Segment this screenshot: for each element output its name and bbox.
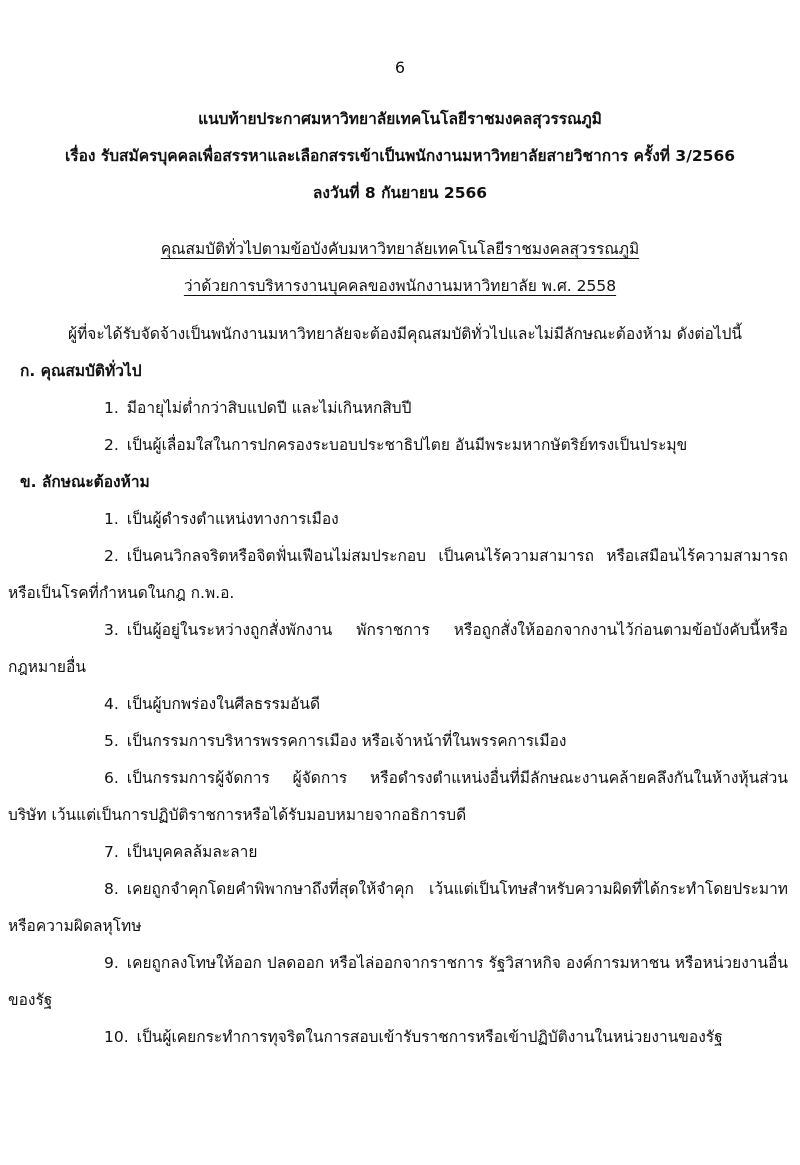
section-b-item-7	[8, 834, 788, 871]
item-text: เป็นกรรมการบริหารพรรคการเมือง หรือเจ้าหน้าที่ในพรรคการเมือง	[126, 732, 567, 750]
section-b-item-9	[8, 945, 788, 1019]
page-number: 6	[394, 58, 406, 77]
document-body	[8, 316, 788, 1056]
section-b-item-3	[8, 612, 788, 686]
section-b-item-6	[8, 760, 788, 834]
subheading-line-2: ว่าด้วยการบริหารงานบุคคลของพนักงานมหาวิทยาลัย พ.ศ. 2558	[183, 277, 617, 295]
item-number: 2.	[104, 436, 119, 454]
item-number: 10.	[104, 1028, 129, 1046]
announcement-header	[0, 101, 800, 212]
item-number: 2.	[104, 547, 119, 565]
item-number: 3.	[104, 621, 119, 639]
section-b-item-10	[8, 1019, 788, 1056]
item-text: มีอายุไม่ต่ำกว่าสิบแปดปี และไม่เกินหกสิบปี	[126, 399, 412, 417]
section-b-item-4	[8, 686, 788, 723]
section-b-item-1	[8, 501, 788, 538]
header-line-3: ลงวันที่ 8 กันยายน 2566	[312, 184, 488, 202]
item-number: 1.	[104, 399, 119, 417]
section-b-item-2	[8, 538, 788, 612]
item-text: เป็นผู้เลื่อมใสในการปกครองระบอบประชาธิปไตย อันมีพระมหากษัตริย์ทรงเป็นประมุข	[126, 436, 688, 454]
section-b-item-8	[8, 871, 788, 945]
item-text: เป็นผู้อยู่ในระหว่างถูกสั่งพักงาน พักราชการ หรือถูกสั่งให้ออกจากงานไว้ก่อนตามข้อบังคับนี้หรือกฎหมายอื่น	[8, 621, 788, 676]
item-text: เป็นผู้ดำรงตำแหน่งทางการเมือง	[126, 510, 339, 528]
section-a-item-2	[8, 427, 788, 464]
item-text: เคยถูกลงโทษให้ออก ปลดออก หรือไล่ออกจากราชการ รัฐวิสาหกิจ องค์การมหาชน หรือหน่วยงานอื่นของรัฐ	[8, 954, 788, 1009]
item-text: เป็นบุคคลล้มละลาย	[126, 843, 258, 861]
header-line-2: เรื่อง รับสมัครบุคคลเพื่อสรรหาและเลือกสรรเข้าเป็นพนักงานมหาวิทยาลัยสายวิชาการ ครั้งที่ 3/2566	[64, 147, 736, 165]
qualifications-subheading	[0, 231, 800, 305]
item-text: เป็นกรรมการผู้จัดการ ผู้จัดการ หรือดำรงตำแหน่งอื่นที่มีลักษณะงานคล้ายคลึงกันในห้างหุ้นส่วนบริษัท เว้นแต่เป็นการปฏิบัติราชการหรือได้รับมอบหมายจากอธิการบดี	[8, 769, 788, 824]
item-number: 9.	[104, 954, 119, 972]
item-text: เป็นคนวิกลจริตหรือจิตฟั่นเฟือนไม่สมประกอบ เป็นคนไร้ความสามารถ หรือเสมือนไร้ความสามารถ หรือเป็นโรคที่กำหนดในกฎ ก.พ.อ.	[8, 547, 788, 602]
item-number: 6.	[104, 769, 119, 787]
item-number: 8.	[104, 880, 119, 898]
item-number: 5.	[104, 732, 119, 750]
item-text: เป็นผู้เคยกระทำการทุจริตในการสอบเข้ารับราชการหรือเข้าปฏิบัติงานในหน่วยงานของรัฐ	[136, 1028, 723, 1046]
section-b-item-5	[8, 723, 788, 760]
section-a-item-1	[8, 390, 788, 427]
item-number: 7.	[104, 843, 119, 861]
item-number: 1.	[104, 510, 119, 528]
section-a-title: ก. คุณสมบัติทั่วไป	[20, 362, 142, 380]
item-number: 4.	[104, 695, 119, 713]
section-b-title: ข. ลักษณะต้องห้าม	[20, 473, 150, 491]
item-text: เป็นผู้บกพร่องในศีลธรรมอันดี	[126, 695, 321, 713]
header-line-1: แนบท้ายประกาศมหาวิทยาลัยเทคโนโลยีราชมงคลสุวรรณภูมิ	[198, 110, 602, 128]
item-text: เคยถูกจำคุกโดยคำพิพากษาถึงที่สุดให้จำคุก เว้นแต่เป็นโทษสำหรับความผิดที่ได้กระทำโดยประมาทหรือความผิดลหุโทษ	[8, 880, 788, 935]
subheading-line-1: คุณสมบัติทั่วไปตามข้อบังคับมหาวิทยาลัยเทคโนโลยีราชมงคลสุวรรณภูมิ	[160, 240, 640, 258]
intro-paragraph: ผู้ที่จะได้รับจัดจ้างเป็นพนักงานมหาวิทยาลัยจะต้องมีคุณสมบัติทั่วไปและไม่มีลักษณะต้องห้าม ดังต่อไปนี้	[68, 325, 743, 343]
